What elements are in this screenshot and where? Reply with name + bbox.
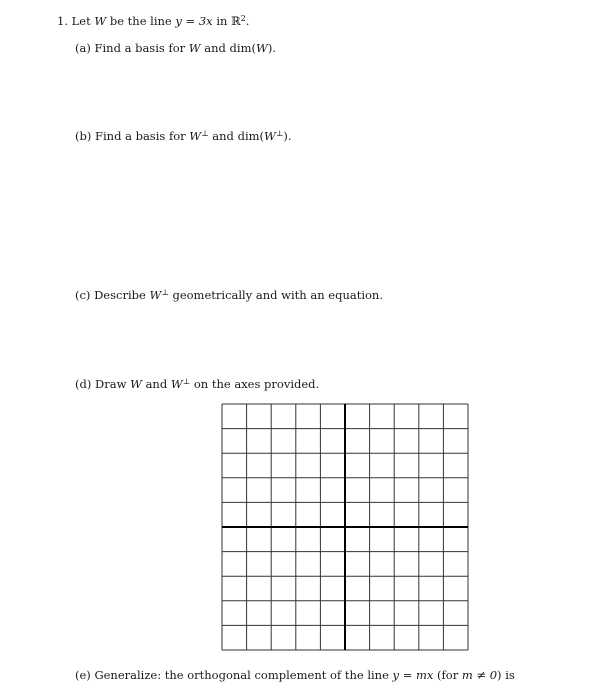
- part-b: (b) Find a basis for W⊥ and dim(W⊥).: [75, 129, 292, 143]
- part-a: (a) Find a basis for W and dim(W).: [75, 41, 276, 55]
- part-d: (d) Draw W and W⊥ on the axes provided.: [75, 377, 320, 391]
- part-e: (e) Generalize: the orthogonal complement of the line y = mx (for m ≠ 0) is: [75, 668, 515, 682]
- problem-number: 1.: [57, 14, 68, 28]
- coordinate-grid[interactable]: [221, 403, 469, 651]
- part-c: (c) Describe W⊥ geometrically and with an equation.: [75, 288, 383, 302]
- problem-statement: 1. Let W be the line y = 3x in ℝ$^2$.: [57, 14, 250, 28]
